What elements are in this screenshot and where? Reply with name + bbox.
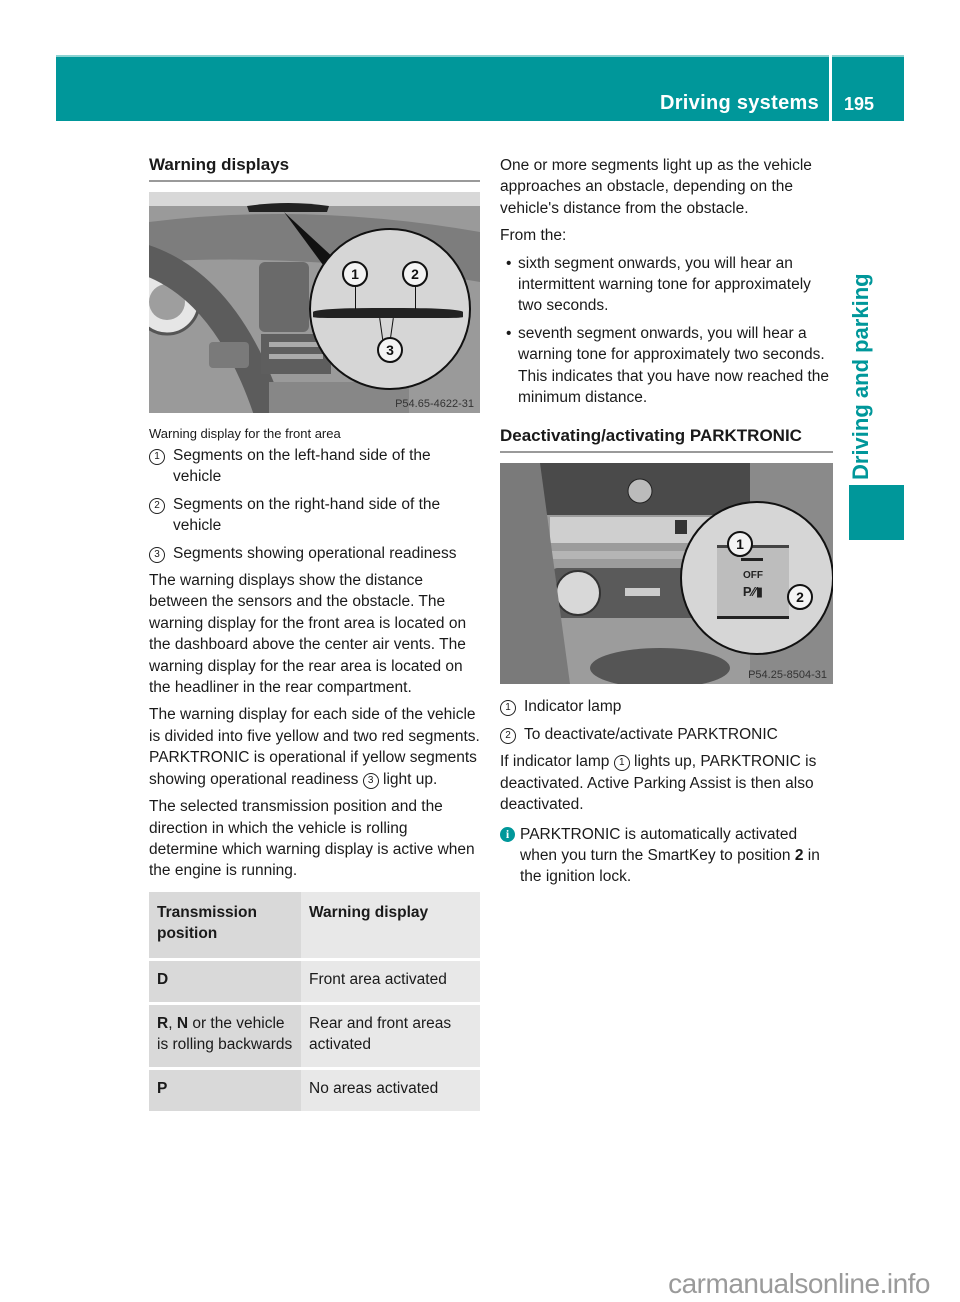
paragraph-segments-light: One or more segments light up as the vehicle approaches an obstacle, depending on the vehicle's distance from the obstacle. [500, 157, 812, 217]
magnifier-circle [309, 228, 471, 390]
number-1-icon: 1 [500, 700, 516, 716]
legend-text: Segments on the left-hand side of the vehicle [173, 447, 431, 486]
callout-1: 1 [342, 261, 368, 287]
legend-item [500, 696, 833, 717]
legend-text: Segments on the right-hand side of the vehicle [173, 495, 441, 535]
chapter-side-block [849, 485, 904, 540]
info-text: PARKTRONIC is automatically activated when you turn the SmartKey to position 2 in the ignition lock. [520, 825, 820, 886]
bullet-item: • sixth segment onwards, you will hear an intermittent warning tone for approximately two seconds. [506, 254, 811, 315]
bullet-item: • seventh segment onwards, you will hear a warning tone for approximately two seconds. This indicates that you have now reached the minimum distance. [506, 324, 830, 407]
figure-code: P54.25-8504-31 [748, 669, 827, 682]
number-1-icon: 1 [614, 755, 630, 771]
table-row: D Front area activated [149, 959, 480, 1003]
paragraph-transmission: The selected transmission position and the direction in which the vehicle is rolling determine which warning display is active when the engine is running. [149, 798, 475, 880]
number-3-icon: 3 [363, 773, 379, 789]
button-off-label: OFF [743, 570, 763, 582]
legend-item [149, 494, 480, 537]
legend-item [149, 445, 480, 488]
transmission-table [149, 892, 480, 1114]
left-column [149, 155, 480, 1114]
heading-warning-displays: Warning displays [149, 155, 480, 182]
section-header-band [56, 55, 829, 121]
right-column [500, 155, 833, 888]
callout-2: 2 [402, 261, 428, 287]
column-header: Transmission position [149, 892, 301, 960]
number-3-icon: 3 [149, 547, 165, 563]
chapter-side-tab-label: Driving and parking [848, 273, 873, 480]
from-label: From the: [500, 227, 567, 245]
section-title: Driving systems [659, 92, 819, 114]
magnifier-circle [680, 501, 833, 655]
warning-display-bar [313, 308, 463, 318]
number-2-icon: 2 [149, 498, 165, 514]
paragraph-warning-location: The warning displays show the distance between the sensors and the obstacle. The warning display for the front area is located on the dashboard above the center air vents. The warning display for the rear area is located on the headliner in the rear compartment. [149, 572, 467, 697]
figure-caption: Warning display for the front area [149, 426, 341, 441]
table-header-row [149, 892, 480, 960]
paragraph-segments: The warning display for each side of the vehicle is divided into five yellow and two red segments. PARKTRONIC is operational if yellow segments showing operational readiness 3 light up. [149, 706, 480, 788]
legend-text: Indicator lamp [524, 698, 622, 716]
legend-item [500, 724, 833, 745]
page-number: 195 [844, 94, 875, 114]
paragraph-indicator-lamp: If indicator lamp 1 lights up, PARKTRONIC is deactivated. Active Parking Assist is then also deactivated. [500, 753, 817, 814]
chapter-side-tab [848, 250, 888, 480]
callout-3: 3 [377, 337, 403, 363]
legend-text: Segments showing operational readiness [173, 544, 457, 562]
heading-deactivating-parktronic: Deactivating/activating PARKTRONIC [500, 426, 833, 453]
table-row: R, N or the vehicle is rolling backwards Rear and front areas activated [149, 1003, 480, 1068]
watermark: carmanualsonline.info [668, 1268, 930, 1299]
info-icon: i [500, 827, 515, 842]
number-1-icon: 1 [149, 449, 165, 465]
info-note [500, 824, 833, 888]
legend-text: To deactivate/activate PARKTRONIC [524, 725, 778, 743]
legend-item [149, 543, 480, 564]
callout-2: 2 [787, 584, 813, 610]
figure-code: P54.65-4622-31 [395, 398, 474, 410]
parktronic-symbol-icon: P∕∕▮ [742, 584, 764, 600]
callout-1: 1 [727, 531, 753, 557]
figure-front-warning-display [149, 192, 480, 413]
indicator-lamp [741, 558, 763, 561]
parktronic-button[interactable] [717, 545, 789, 619]
number-2-icon: 2 [500, 728, 516, 744]
page-number-box [832, 55, 904, 121]
figure-parktronic-button [500, 463, 833, 684]
table-row: P No areas activated [149, 1068, 480, 1112]
column-header: Warning display [301, 892, 480, 960]
